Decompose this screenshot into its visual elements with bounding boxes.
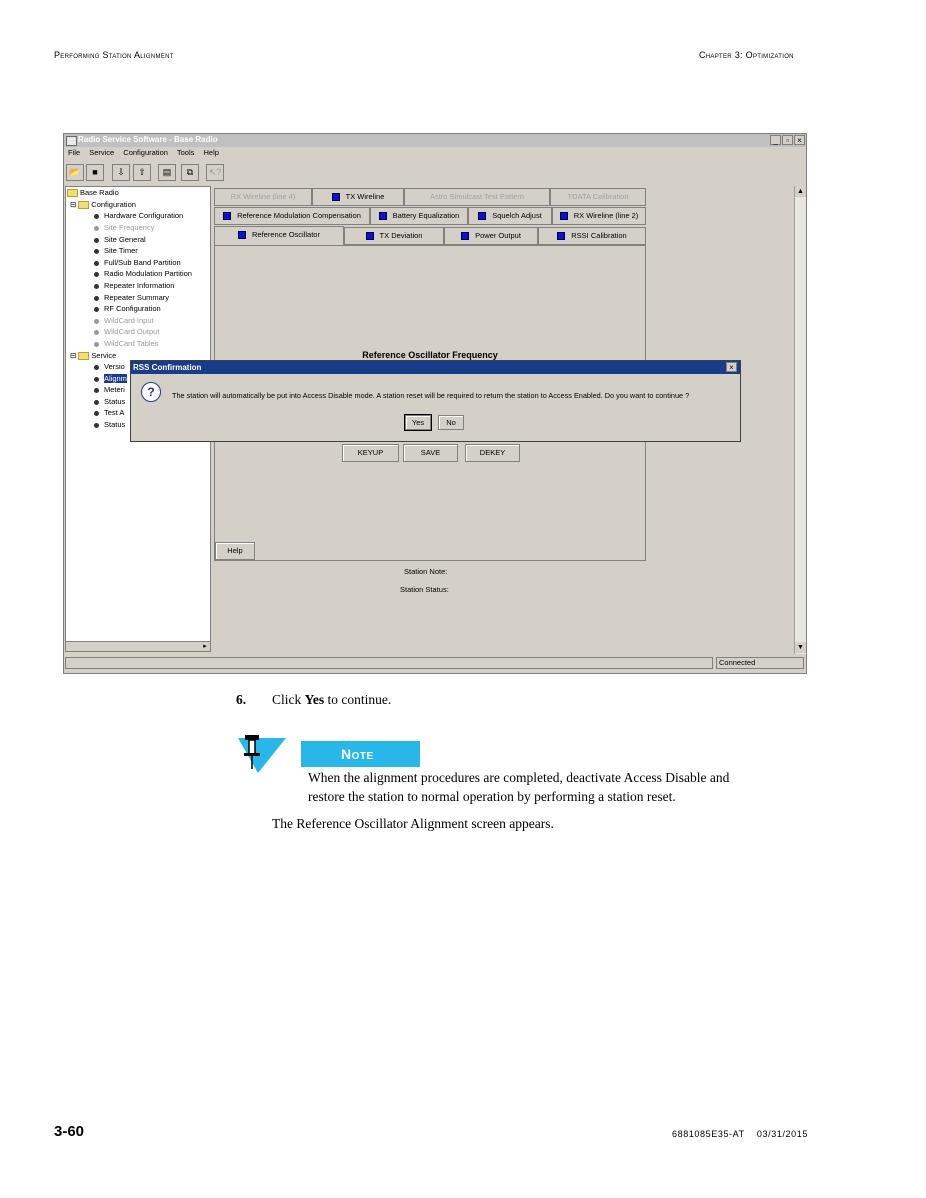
tab-rx-wireline-line-2[interactable]: RX Wireline (line 2) xyxy=(552,207,646,225)
tab-tx-wireline[interactable]: TX Wireline xyxy=(312,188,404,206)
close-window-button[interactable]: × xyxy=(794,135,805,145)
tree-service[interactable]: ⊟ Service xyxy=(70,351,117,360)
tab-reference-modulation-compensation[interactable]: Reference Modulation Compensation xyxy=(214,207,370,225)
report-icon[interactable]: ▤ xyxy=(158,164,176,181)
toolbar xyxy=(64,162,806,184)
save-disk-icon[interactable]: ■ xyxy=(86,164,104,181)
scroll-down-arrow-icon[interactable]: ▼ xyxy=(795,642,806,653)
tree-item-full-sub-band-partition[interactable]: Full/Sub Band Partition xyxy=(94,258,181,267)
no-button[interactable]: No xyxy=(438,415,464,430)
tree-item-wildcard-output: WildCard Output xyxy=(94,327,159,336)
connection-status: Connected xyxy=(716,657,804,669)
keyup-button[interactable]: KEYUP xyxy=(342,444,399,462)
menu-help[interactable]: Help xyxy=(203,148,219,157)
page-number: 3-60 xyxy=(54,1123,85,1140)
tree-item-version[interactable]: Versio xyxy=(94,362,125,371)
scroll-right-arrow-icon[interactable]: ▸ xyxy=(203,643,207,650)
question-icon: ? xyxy=(141,382,161,402)
folder-open-icon xyxy=(78,201,89,209)
tree-item-wildcard-input: WildCard Input xyxy=(94,316,154,325)
help-button[interactable]: Help xyxy=(215,542,255,560)
app-icon xyxy=(66,136,77,146)
dialog-title: RSS Confirmation xyxy=(133,363,202,372)
tree-item-rf-configuration[interactable]: RF Configuration xyxy=(94,304,161,313)
status-bar-message xyxy=(65,657,713,669)
tree-item-repeater-information[interactable]: Repeater Information xyxy=(94,281,174,290)
document-id-date: 6881085E35-AT 03/31/2015 xyxy=(672,1129,808,1139)
tree-item-status[interactable]: Status xyxy=(94,397,125,406)
step-text: Click Yes to continue. xyxy=(272,692,392,707)
tree-item-site-timer[interactable]: Site Timer xyxy=(94,246,138,255)
tab-rx-wireline-line-4: RX Wireline (line 4) xyxy=(214,188,312,206)
scroll-up-arrow-icon[interactable]: ▲ xyxy=(795,186,806,197)
tab-astro-simulcast-test-pattern: Astro Simulcast Test Pattern xyxy=(404,188,550,206)
note-pushpin-icon xyxy=(236,733,288,775)
read-station-icon[interactable]: ⇩ xyxy=(112,164,130,181)
after-note-text: The Reference Oscillator Alignment screen appears. xyxy=(272,816,554,831)
tab-rssi-calibration[interactable]: RSSI Calibration xyxy=(538,227,646,245)
note-label: Note xyxy=(341,746,374,762)
dialog-titlebar xyxy=(131,361,740,374)
tree-item-site-general[interactable]: Site General xyxy=(94,235,146,244)
note-line-2: restore the station to normal operation by performing a station reset. xyxy=(308,789,676,804)
tree-item-repeater-summary[interactable]: Repeater Summary xyxy=(94,293,169,302)
window-title: Radio Service Software - Base Radio xyxy=(78,135,218,144)
rss-confirmation-dialog xyxy=(130,360,741,442)
window-titlebar xyxy=(64,134,806,147)
write-station-icon[interactable]: ⇧ xyxy=(133,164,151,181)
tab-battery-equalization[interactable]: Battery Equalization xyxy=(370,207,468,225)
dialog-close-icon[interactable]: × xyxy=(726,362,737,372)
maximize-button[interactable]: ▫ xyxy=(782,135,793,145)
tree-item-test[interactable]: Test A xyxy=(94,408,124,417)
whats-this-help-icon[interactable]: ↖? xyxy=(206,164,224,181)
tab-squelch-adjust[interactable]: Squelch Adjust xyxy=(468,207,552,225)
note-banner xyxy=(301,741,420,767)
network-icon[interactable]: ⧉ xyxy=(181,164,199,181)
tree-root[interactable]: Base Radio xyxy=(67,188,119,197)
panel-heading: Reference Oscillator Frequency xyxy=(362,350,498,360)
tree-item-hardware-configuration[interactable]: Hardware Configuration xyxy=(94,211,183,220)
step-number: 6. xyxy=(236,692,247,707)
dekey-button[interactable]: DEKEY xyxy=(465,444,520,462)
dialog-message: The station will automatically be put into Access Disable mode. A station reset will be required to return the station to Access Enabled. Do you want to continue ? xyxy=(172,391,690,400)
tab-power-output[interactable]: Power Output xyxy=(444,227,538,245)
open-folder-icon[interactable]: 📂 xyxy=(66,164,84,181)
folder-open-icon xyxy=(78,352,89,360)
running-header-right: Chapter 3: Optimization xyxy=(699,50,794,60)
menu-file[interactable]: File xyxy=(68,148,81,157)
tree-item-metering[interactable]: Meteri xyxy=(94,385,125,394)
minimize-button[interactable]: _ xyxy=(770,135,781,145)
tree-configuration[interactable]: ⊟ Configuration xyxy=(70,200,136,209)
menu-configuration[interactable]: Configuration xyxy=(123,148,168,157)
menu-bar xyxy=(64,148,806,160)
menu-service[interactable]: Service xyxy=(89,148,115,157)
save-button[interactable]: SAVE xyxy=(403,444,458,462)
tree-item-wildcard-tables: WildCard Tables xyxy=(94,339,158,348)
menu-tools[interactable]: Tools xyxy=(176,148,195,157)
vertical-scrollbar[interactable] xyxy=(794,186,806,654)
tree-item-status-2[interactable]: Status xyxy=(94,420,125,429)
folder-icon xyxy=(67,189,78,197)
tree-item-site-frequency: Site Frequency xyxy=(94,223,154,232)
station-note-label: Station Note: xyxy=(404,567,448,576)
tree-horizontal-scrollbar[interactable] xyxy=(65,641,211,652)
tab-tx-deviation[interactable]: TX Deviation xyxy=(344,227,444,245)
yes-button[interactable]: Yes xyxy=(405,415,431,430)
tab-tdata-calibration: TDATA Calibration xyxy=(550,188,646,206)
running-header-left: Performing Station Alignment xyxy=(54,50,174,60)
tab-reference-oscillator[interactable]: Reference Oscillator xyxy=(214,226,344,246)
note-line-1: When the alignment procedures are completed, deactivate Access Disable and xyxy=(308,770,730,785)
tree-item-radio-modulation-partition[interactable]: Radio Modulation Partition xyxy=(94,269,192,278)
station-status-label: Station Status: xyxy=(400,585,449,594)
tree-item-alignment[interactable]: Alignm xyxy=(94,374,127,383)
